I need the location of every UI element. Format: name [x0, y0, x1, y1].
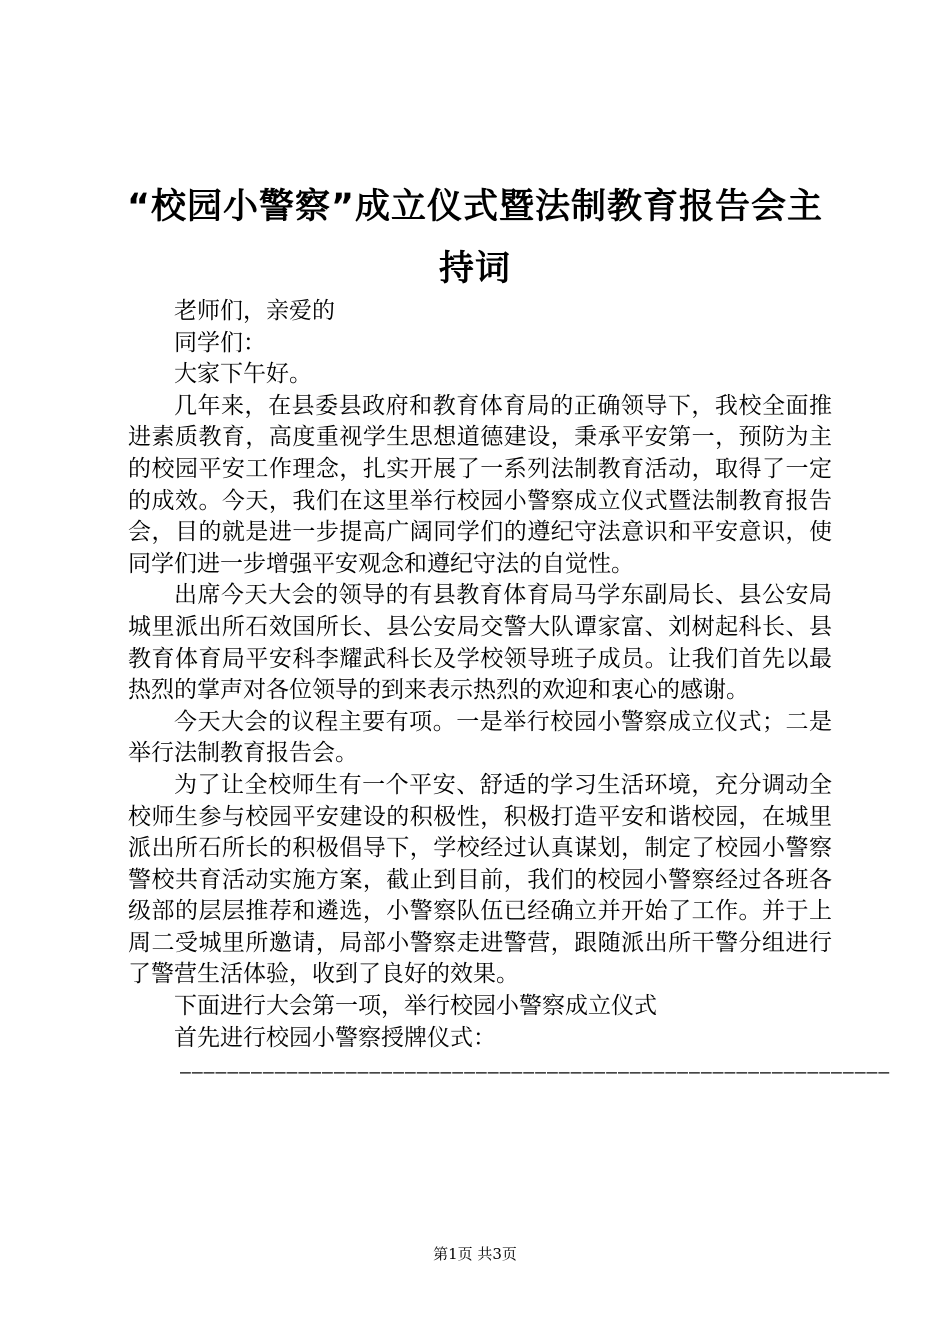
paragraph-greeting-2: 同学们： — [174, 329, 266, 356]
document-body — [128, 296, 891, 1086]
page-footer: 第1页 共3页 — [433, 1245, 517, 1263]
document-title: “校园小警察”成立仪式暨法制教育报告会主持词 — [126, 187, 823, 289]
paragraph-award-ceremony: 首先进行校园小警察授牌仪式： — [174, 1024, 496, 1051]
paragraph-first-item: 下面进行大会第一项，举行校园小警察成立仪式 — [174, 993, 657, 1020]
paragraph-attendees: 出席今天大会的领导的有县教育体育局马学东副局长、县公安局城里派出所石效国所长、县公安局交警大队谭家富、刘树起科长、县教育体育局平安科李耀武科长及学校领导班子成员。让我们首先以最热烈的掌声对各位领导的到来表示热烈的欢迎和衷心的感谢。 — [128, 582, 832, 704]
paragraph-agenda: 今天大会的议程主要有项。一是举行校园小警察成立仪式；二是举行法制教育报告会。 — [128, 708, 832, 767]
paragraph-background: 为了让全校师生有一个平安、舒适的学习生活环境，充分调动全校师生参与校园平安建设的积极性，积极打造平安和谐校园，在城里派出所石所长的积极倡导下，学校经过认真谋划，制定了校园小警察警校共育活动实施方案，截止到目前，我们的校园小警察经过各班各级部的层层推荐和遴选，小警察队伍已经确立并开始了工作。并于上周二受城里所邀请，局部小警察走进警营，跟随派出所干警分组进行了警营生活体验，收到了良好的效果。 — [128, 771, 832, 988]
paragraph-greeting-1: 老师们，亲爱的 — [174, 298, 335, 324]
separator-line: ———————————————————————————————————————————————————————————— — [180, 1062, 891, 1084]
paragraph-greeting-3: 大家下午好。 — [174, 361, 312, 388]
paragraph-intro: 几年来，在县委县政府和教育体育局的正确领导下，我校全面推进素质教育，高度重视学生思想道德建设，秉承平安第一，预防为主的校园平安工作理念，扎实开展了一系列法制教育活动，取得了一定的成效。今天，我们在这里举行校园小警察成立仪式暨法制教育报告会，目的就是进一步提高广阔同学们的遵纪守法意识和平安意识，使同学们进一步增强平安观念和遵纪守法的自觉性。 — [128, 392, 832, 577]
